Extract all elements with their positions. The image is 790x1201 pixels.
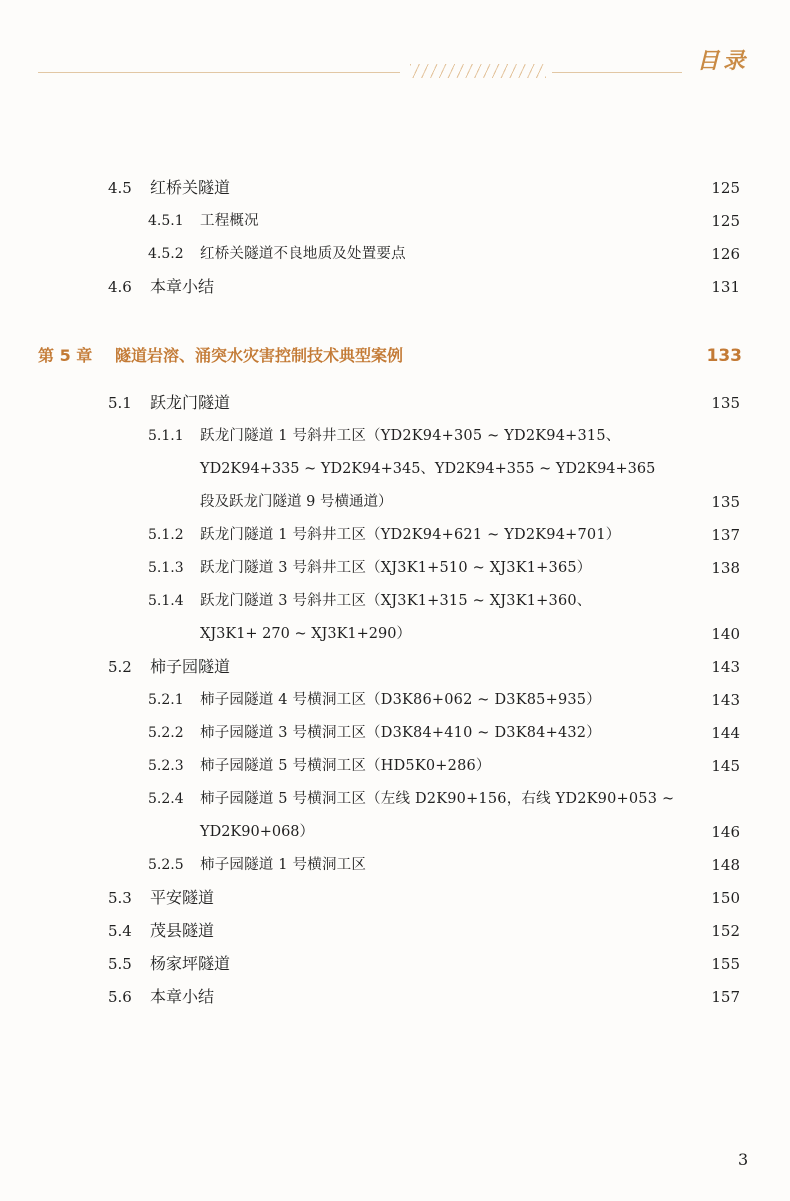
toc-entry-title: 跃龙门隧道: [150, 393, 231, 412]
toc-entry-page: 143: [711, 691, 740, 709]
toc-entry-title: 本章小结: [150, 277, 215, 296]
toc-entry-title: 柿子园隧道 5 号横洞工区（左线 D2K90+156，右线 YD2K90+053 ~: [200, 791, 675, 807]
toc-entry-title: 柿子园隧道 1 号横洞工区: [200, 857, 367, 873]
toc-entry[interactable]: [0, 919, 790, 943]
toc-entry[interactable]: [0, 787, 790, 811]
toc-entry-title: 跃龙门隧道 3 号斜井工区（XJ3K1+510 ~ XJ3K1+365）: [200, 560, 592, 576]
toc-entry-number: 5.2.1: [148, 692, 184, 708]
toc-entry[interactable]: [0, 176, 790, 200]
toc-entry[interactable]: [0, 721, 790, 745]
toc-entry[interactable]: [0, 952, 790, 976]
toc-entry-page: 148: [711, 856, 740, 874]
toc-entry-title: 茂县隧道: [150, 921, 215, 940]
toc-entry-number: 5.2.5: [148, 857, 184, 873]
toc-entry-title: 本章小结: [150, 987, 215, 1006]
toc-entry[interactable]: [0, 209, 790, 233]
toc-entry-continuation[interactable]: [0, 490, 790, 514]
toc-entry-number: 5.5: [108, 955, 132, 973]
page-number: 3: [738, 1150, 749, 1169]
toc-entry-continuation[interactable]: [0, 622, 790, 646]
toc-entry-number: 5.2.4: [148, 791, 184, 807]
page-header-title: 目录: [697, 49, 750, 74]
toc-entry-page: 144: [711, 724, 740, 742]
toc-entry-number: 5.1.3: [148, 560, 184, 576]
toc-entry-title: XJ3K1+ 270 ~ XJ3K1+290）: [200, 626, 411, 642]
toc-entry-page: 157: [711, 988, 740, 1006]
toc-entry-continuation[interactable]: [0, 457, 790, 481]
header-rule-right: [552, 72, 682, 73]
toc-entry-title: 红桥关隧道: [150, 178, 231, 197]
toc-entry-title: 柿子园隧道 5 号横洞工区（HD5K0+286）: [200, 758, 491, 774]
toc-entry-number: 5.1.1: [148, 428, 184, 444]
toc-entry[interactable]: [0, 424, 790, 448]
toc-entry-page: 143: [711, 658, 740, 676]
toc-entry-title: 平安隧道: [150, 888, 215, 907]
toc-entry-number: 5.4: [108, 922, 132, 940]
toc-entry[interactable]: [0, 556, 790, 580]
toc-entry-number: 4.5.1: [148, 213, 184, 229]
toc-entry-page: 140: [711, 625, 740, 643]
header-hatch-decoration: [410, 64, 546, 78]
toc-entry-number: 5.1.2: [148, 527, 184, 543]
toc-entry-number: 5.2.2: [148, 725, 184, 741]
toc-entry-number: 4.5: [108, 179, 132, 197]
toc-entry-page: 145: [711, 757, 740, 775]
chapter-number: 第 5 章: [38, 346, 93, 365]
toc-entry-title: 工程概况: [200, 213, 259, 229]
toc-entry-page: 146: [711, 823, 740, 841]
toc-chapter-entry[interactable]: [0, 344, 790, 368]
toc-entry-number: 5.6: [108, 988, 132, 1006]
toc-entry[interactable]: [0, 754, 790, 778]
toc-entry-number: 4.6: [108, 278, 132, 296]
toc-entry-number: 5.3: [108, 889, 132, 907]
toc-entry[interactable]: [0, 523, 790, 547]
toc-entry-title: YD2K90+068）: [200, 824, 315, 840]
toc-entry-page: 135: [711, 493, 740, 511]
toc-entry-page: 125: [711, 179, 740, 197]
toc-entry[interactable]: [0, 589, 790, 613]
toc-entry[interactable]: [0, 985, 790, 1009]
toc-entry-title: 跃龙门隧道 3 号斜井工区（XJ3K1+315 ~ XJ3K1+360、: [200, 593, 592, 609]
toc-entry-title: 跃龙门隧道 1 号斜井工区（YD2K94+621 ~ YD2K94+701）: [200, 527, 621, 543]
toc-entry-number: 5.2.3: [148, 758, 184, 774]
toc-entry-page: 137: [711, 526, 740, 544]
toc-entry[interactable]: [0, 655, 790, 679]
toc-entry-number: 5.1.4: [148, 593, 184, 609]
toc-entry-page: 131: [711, 278, 740, 296]
toc-entry[interactable]: [0, 391, 790, 415]
toc-entry-title: 段及跃龙门隧道 9 号横通道）: [200, 494, 393, 510]
chapter-page: 133: [706, 346, 742, 366]
toc-entry-title: YD2K94+335 ~ YD2K94+345、YD2K94+355 ~ YD2K94+365: [200, 461, 656, 477]
toc-entry-number: 5.1: [108, 394, 132, 412]
toc-entry[interactable]: [0, 886, 790, 910]
toc-entry-page: 150: [711, 889, 740, 907]
chapter-title: 隧道岩溶、涌突水灾害控制技术典型案例: [115, 346, 404, 365]
toc-entry[interactable]: [0, 853, 790, 877]
toc-entry-title: 红桥关隧道不良地质及处置要点: [200, 246, 406, 262]
toc-entry[interactable]: [0, 242, 790, 266]
toc-entry[interactable]: [0, 688, 790, 712]
toc-entry-page: 125: [711, 212, 740, 230]
toc-entry-page: 135: [711, 394, 740, 412]
toc-entry-page: 138: [711, 559, 740, 577]
toc-entry-number: 5.2: [108, 658, 132, 676]
toc-entry-title: 柿子园隧道 3 号横洞工区（D3K84+410 ~ D3K84+432）: [200, 725, 601, 741]
toc-entry-title: 柿子园隧道 4 号横洞工区（D3K86+062 ~ D3K85+935）: [200, 692, 601, 708]
toc-entry-page: 126: [711, 245, 740, 263]
toc-entry-title: 杨家坪隧道: [150, 954, 231, 973]
header-rule-left: [38, 72, 400, 73]
toc-entry-page: 155: [711, 955, 740, 973]
toc-entry[interactable]: [0, 275, 790, 299]
toc-entry-title: 柿子园隧道: [150, 657, 231, 676]
toc-entry-title: 跃龙门隧道 1 号斜井工区（YD2K94+305 ~ YD2K94+315、: [200, 428, 621, 444]
toc-entry-number: 4.5.2: [148, 246, 184, 262]
toc-entry-page: 152: [711, 922, 740, 940]
toc-entry-continuation[interactable]: [0, 820, 790, 844]
